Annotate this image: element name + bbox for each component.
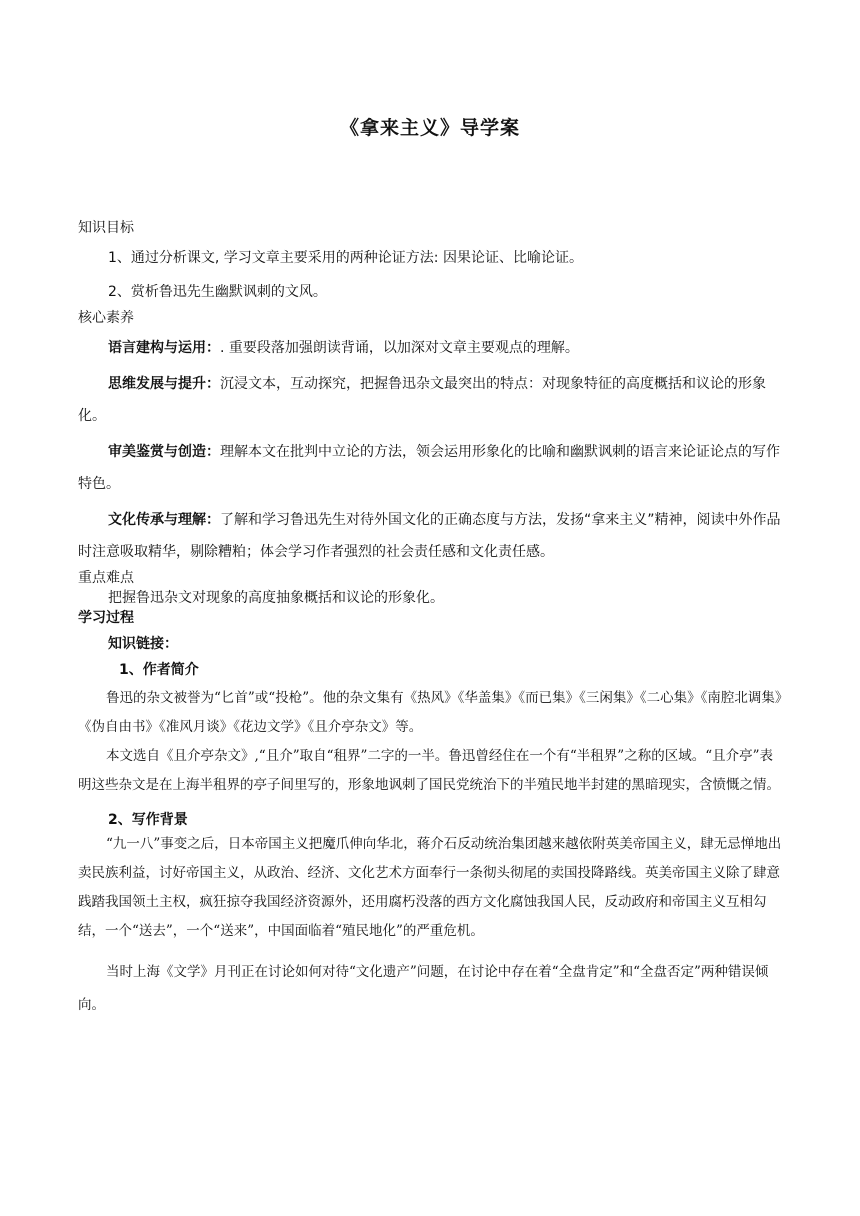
key-difficulty-heading: 重点难点 xyxy=(78,570,134,586)
knowledge-goal-item: 1、通过分析课文, 学习文章主要采用的两种论证方法: 因果论证、比喻论证。 xyxy=(108,250,583,266)
author-intro-heading: 1、作者简介 xyxy=(119,662,199,678)
core-literacy-label: 审美鉴赏与创造： xyxy=(108,444,220,460)
knowledge-link-heading: 知识链接： xyxy=(108,636,178,652)
knowledge-goals-heading: 知识目标 xyxy=(78,220,134,236)
key-difficulty-text: 把握鲁迅杂文对现象的高度抽象概括和议论的形象化。 xyxy=(108,590,444,606)
core-literacy-text: . 重要段落加强朗读背诵，以加深对文章主要观点的理解。 xyxy=(220,340,579,356)
core-literacy-label: 思维发展与提升： xyxy=(108,376,220,392)
background-heading: 2、写作背景 xyxy=(108,812,188,828)
learning-process-heading: 学习过程 xyxy=(78,610,134,626)
core-literacy-label: 语言建构与运用： xyxy=(108,340,220,356)
core-literacy-label: 文化传承与理解： xyxy=(108,512,220,528)
core-literacy-item xyxy=(78,332,784,364)
background-paragraph: “九一八”事变之后，日本帝国主义把魔爪伸向华北，蒋介石反动统治集团越来越依附英美帝国主义，肆无忌惮地出卖民族利益，讨好帝国主义，从政治、经济、文化艺术方面奉行一条彻头彻尾的卖国投降路线。英美帝国主义除了肆意践踏我国领土主权，疯狂掠夺我国经济资源外，还用腐朽没落的西方文化腐蚀我国人民，反动政府和帝国主义互相勾结，一个“送去”，一个“送来”，中国面临着“殖民地化”的严重危机。 xyxy=(78,836,782,939)
document-body xyxy=(78,218,784,1022)
page-title: 《拿来主义》导学案 xyxy=(339,117,520,139)
background-paragraph: 当时上海《文学》月刊正在讨论如何对待“文化遗产”问题，在讨论中存在着“全盘肯定”和“全盘否定”两种错误倾向。 xyxy=(78,964,769,1013)
core-literacy-text: 理解本文在批判中立论的方法，领会运用形象化的比喻和幽默讽刺的语言来论证论点的写作特色。 xyxy=(78,444,780,492)
knowledge-goal-item: 2、赏析鲁迅先生幽默讽刺的文风。 xyxy=(108,284,327,300)
core-literacy-heading: 核心素养 xyxy=(78,310,134,326)
core-literacy-text: 沉浸文本，互动探究，把握鲁迅杂文最突出的特点：对现象特征的高度概括和议论的形象化。 xyxy=(78,376,766,424)
core-literacy-item xyxy=(78,504,784,568)
core-literacy-text: 了解和学习鲁迅先生对待外国文化的正确态度与方法，发扬“拿来主义”精神，阅读中外作品时注意吸取精华，剔除糟粕；体会学习作者强烈的社会责任感和文化责任感。 xyxy=(78,512,781,560)
core-literacy-item xyxy=(78,436,784,500)
core-literacy-item xyxy=(78,368,784,432)
author-intro-paragraph: 本文选自《且介亭杂文》,“且介”取自“租界”二字的一半。鲁迅曾经住在一个有“半租界”之称的区域。“且介亭”表明这些杂文是在上海半租界的亭子间里写的，形象地讽刺了国民党统治下的半殖民地半封建的黑暗现实，含愤慨之情。 xyxy=(78,748,780,793)
author-intro-paragraph: 鲁迅的杂文被誉为“匕首”或“投枪”。他的杂文集有《热风》《华盖集》《而已集》《三闲集》《二心集》《南腔北调集》《伪自由书》《准风月谈》《花边文学》《且介亭杂文》等。 xyxy=(78,690,782,735)
